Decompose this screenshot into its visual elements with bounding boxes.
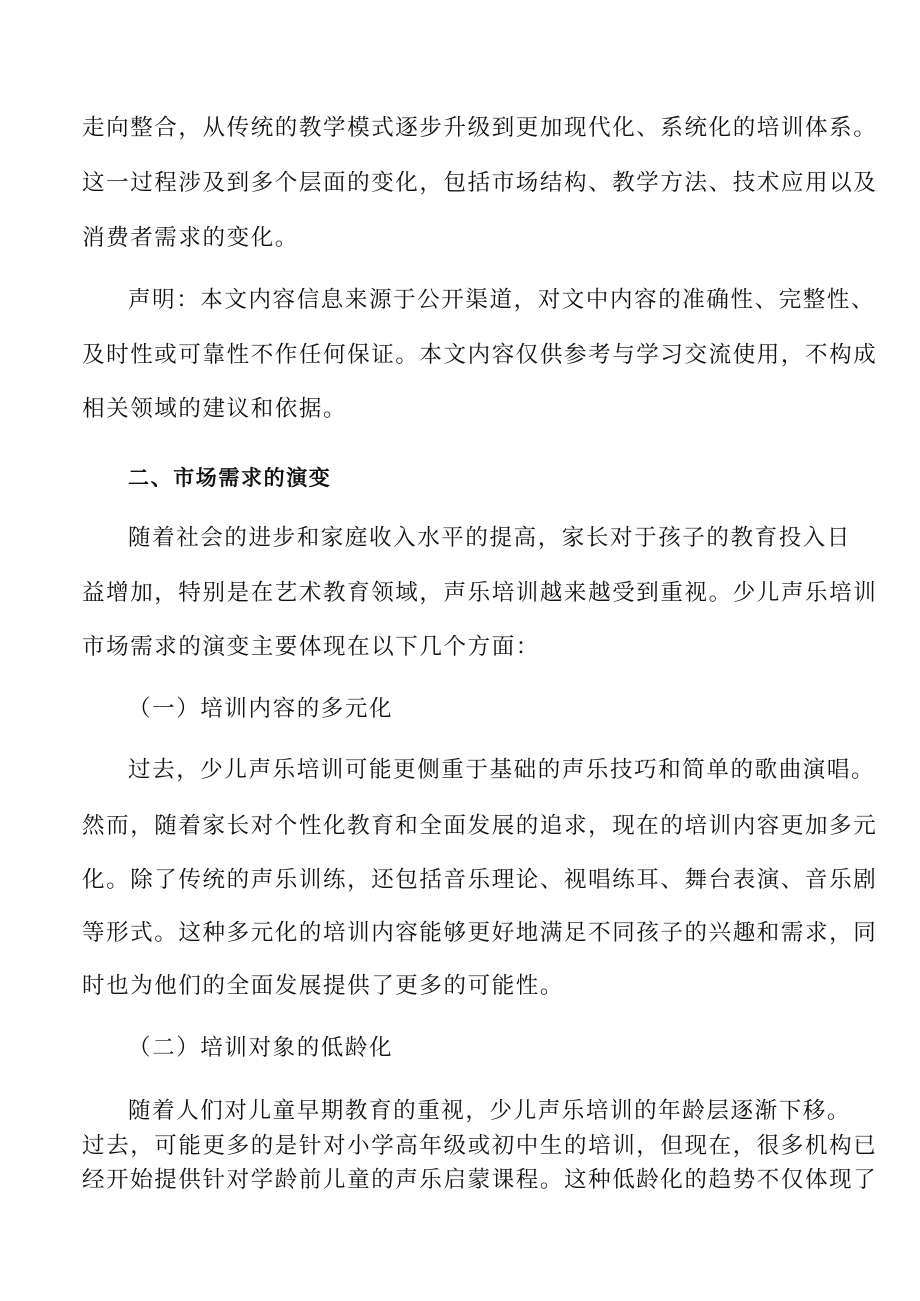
- paragraph-line: 然而，随着家长对个性化教育和全面发展的追求，现在的培训内容更加多元: [82, 813, 878, 839]
- paragraph-line: 消费者需求的变化。: [82, 225, 299, 251]
- paragraph-line: 经开始提供针对学龄前儿童的声乐启蒙课程。这种低龄化的趋势不仅体现了: [82, 1167, 878, 1193]
- paragraph-line: 过去，少儿声乐培训可能更侧重于基础的声乐技巧和简单的歌曲演唱。: [128, 757, 876, 783]
- paragraph-line: 时也为他们的全面发展提供了更多的可能性。: [82, 973, 565, 999]
- subsection-heading: （一）培训内容的多元化: [128, 696, 394, 722]
- paragraph-line: 过去，可能更多的是针对小学高年级或初中生的培训，但现在，很多机构已: [82, 1133, 878, 1159]
- paragraph-line: 等形式。这种多元化的培训内容能够更好地满足不同孩子的兴趣和需求，同: [82, 920, 878, 946]
- paragraph-line: 这一过程涉及到多个层面的变化，包括市场结构、教学方法、技术应用以及: [82, 170, 878, 196]
- paragraph-line: 走向整合，从传统的教学模式逐步升级到更加现代化、系统化的培训体系。: [82, 115, 878, 141]
- disclaimer-line: 相关领域的建议和依据。: [82, 396, 348, 422]
- section-heading: 二、市场需求的演变: [128, 466, 332, 490]
- subsection-heading: （二）培训对象的低龄化: [128, 1035, 394, 1061]
- paragraph-line: 化。除了传统的声乐训练，还包括音乐理论、视唱练耳、舞台表演、音乐剧: [82, 867, 878, 893]
- disclaimer-line: 及时性或可靠性不作任何保证。本文内容仅供参考与学习交流使用，不构成: [82, 342, 878, 368]
- paragraph-line: 随着社会的进步和家庭收入水平的提高，家长对于孩子的教育投入日: [128, 525, 852, 551]
- paragraph-line: 益增加，特别是在艺术教育领域，声乐培训越来越受到重视。少儿声乐培训: [82, 580, 878, 606]
- paragraph-line: 市场需求的演变主要体现在以下几个方面：: [82, 634, 540, 660]
- disclaimer-line: 声明：本文内容信息来源于公开渠道，对文中内容的准确性、完整性、: [128, 287, 876, 313]
- paragraph-line: 随着人们对儿童早期教育的重视，少儿声乐培训的年龄层逐渐下移。: [128, 1098, 852, 1124]
